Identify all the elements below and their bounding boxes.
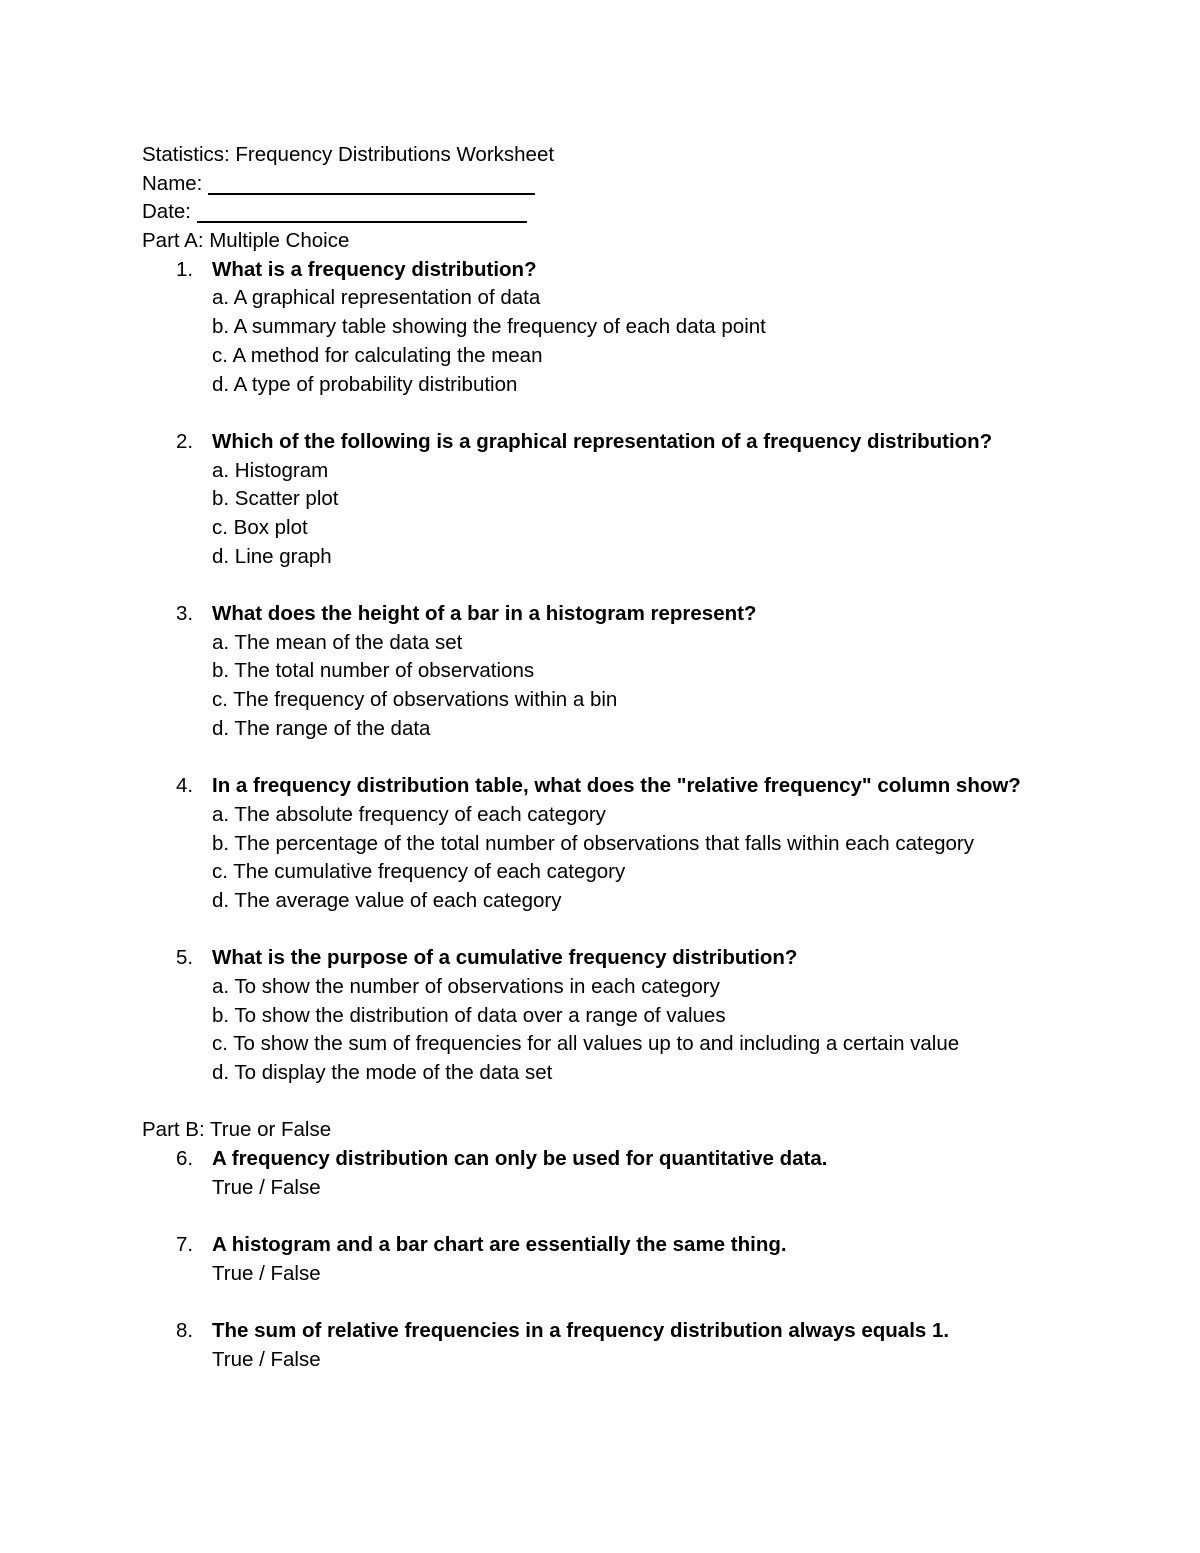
true-false-choices: True / False <box>212 1175 321 1199</box>
spacer <box>142 399 1062 428</box>
question-number: 1. <box>176 257 194 281</box>
answer-option: d. To display the mode of the data set <box>212 1061 553 1084</box>
question-number: 5. <box>176 946 194 970</box>
question-2 <box>142 428 1062 571</box>
true-false-choices: True / False <box>212 1261 321 1285</box>
answer-option: d. Line graph <box>212 544 332 568</box>
question-number: 6. <box>176 1147 194 1171</box>
spacer <box>142 1088 1062 1117</box>
answer-option: b. The percentage of the total number of observations that falls within each category <box>212 831 974 855</box>
answer-option: d. The range of the data <box>212 716 431 740</box>
answer-option: c. The cumulative frequency of each category <box>212 860 626 884</box>
answer-option: b. A summary table showing the frequency of each data point <box>212 315 766 339</box>
question-text: Which of the following is a graphical representation of a frequency distribution? <box>212 429 993 453</box>
question-number: 4. <box>176 774 194 798</box>
part-b-heading: Part B: True or False <box>142 1118 332 1142</box>
question-7 <box>142 1231 1062 1288</box>
answer-option: b. Scatter plot <box>212 487 339 511</box>
date-field-row <box>142 198 1062 227</box>
question-text: What does the height of a bar in a histogram represent? <box>212 602 757 625</box>
answer-option: c. The frequency of observations within a bin <box>212 688 618 712</box>
question-text: What is a frequency distribution? <box>212 257 537 281</box>
answer-option: c. Box plot <box>212 515 308 539</box>
answer-option: c. A method for calculating the mean <box>212 343 543 367</box>
spacer <box>142 571 1062 600</box>
answer-option: b. To show the distribution of data over a range of values <box>212 1003 726 1027</box>
name-blank-line[interactable] <box>208 193 535 195</box>
true-false-choices: True / False <box>212 1347 321 1371</box>
question-4 <box>142 772 1062 915</box>
answer-option: a. The absolute frequency of each category <box>212 802 606 826</box>
question-8 <box>142 1317 1062 1374</box>
spacer <box>142 1202 1062 1231</box>
name-label: Name: <box>142 171 203 195</box>
date-blank-line[interactable] <box>197 221 527 223</box>
question-3 <box>142 600 1062 743</box>
question-number: 2. <box>176 429 194 453</box>
question-text: The sum of relative frequencies in a frequency distribution always equals 1. <box>212 1319 950 1343</box>
question-number: 7. <box>176 1233 194 1257</box>
question-number: 8. <box>176 1319 194 1343</box>
question-text: A histogram and a bar chart are essentially the same thing. <box>212 1233 787 1257</box>
date-label: Date: <box>142 200 191 224</box>
part-a-heading: Part A: Multiple Choice <box>142 229 350 253</box>
spacer <box>142 916 1062 945</box>
question-text: What is the purpose of a cumulative frequency distribution? <box>212 946 798 970</box>
question-6 <box>142 1145 1062 1202</box>
spacer <box>142 1289 1062 1318</box>
answer-option: d. The average value of each category <box>212 888 562 912</box>
spacer <box>142 743 1062 772</box>
answer-option: a. A graphical representation of data <box>212 286 541 310</box>
answer-option: d. A type of probability distribution <box>212 372 518 396</box>
name-field-row <box>142 170 1062 199</box>
worksheet-title: Statistics: Frequency Distributions Worksheet <box>142 143 555 166</box>
answer-option: a. Histogram <box>212 458 329 482</box>
question-5 <box>142 944 1062 1087</box>
question-text: In a frequency distribution table, what does the "relative frequency" column show? <box>212 774 1021 798</box>
answer-option: c. To show the sum of frequencies for all values up to and including a certain value <box>212 1032 960 1056</box>
question-1 <box>142 256 1062 399</box>
question-text: A frequency distribution can only be used for quantitative data. <box>212 1147 828 1171</box>
answer-option: a. To show the number of observations in each category <box>212 974 720 998</box>
answer-option: a. The mean of the data set <box>212 630 463 654</box>
question-number: 3. <box>176 602 194 625</box>
answer-option: b. The total number of observations <box>212 659 535 683</box>
worksheet-content <box>142 141 1062 1375</box>
